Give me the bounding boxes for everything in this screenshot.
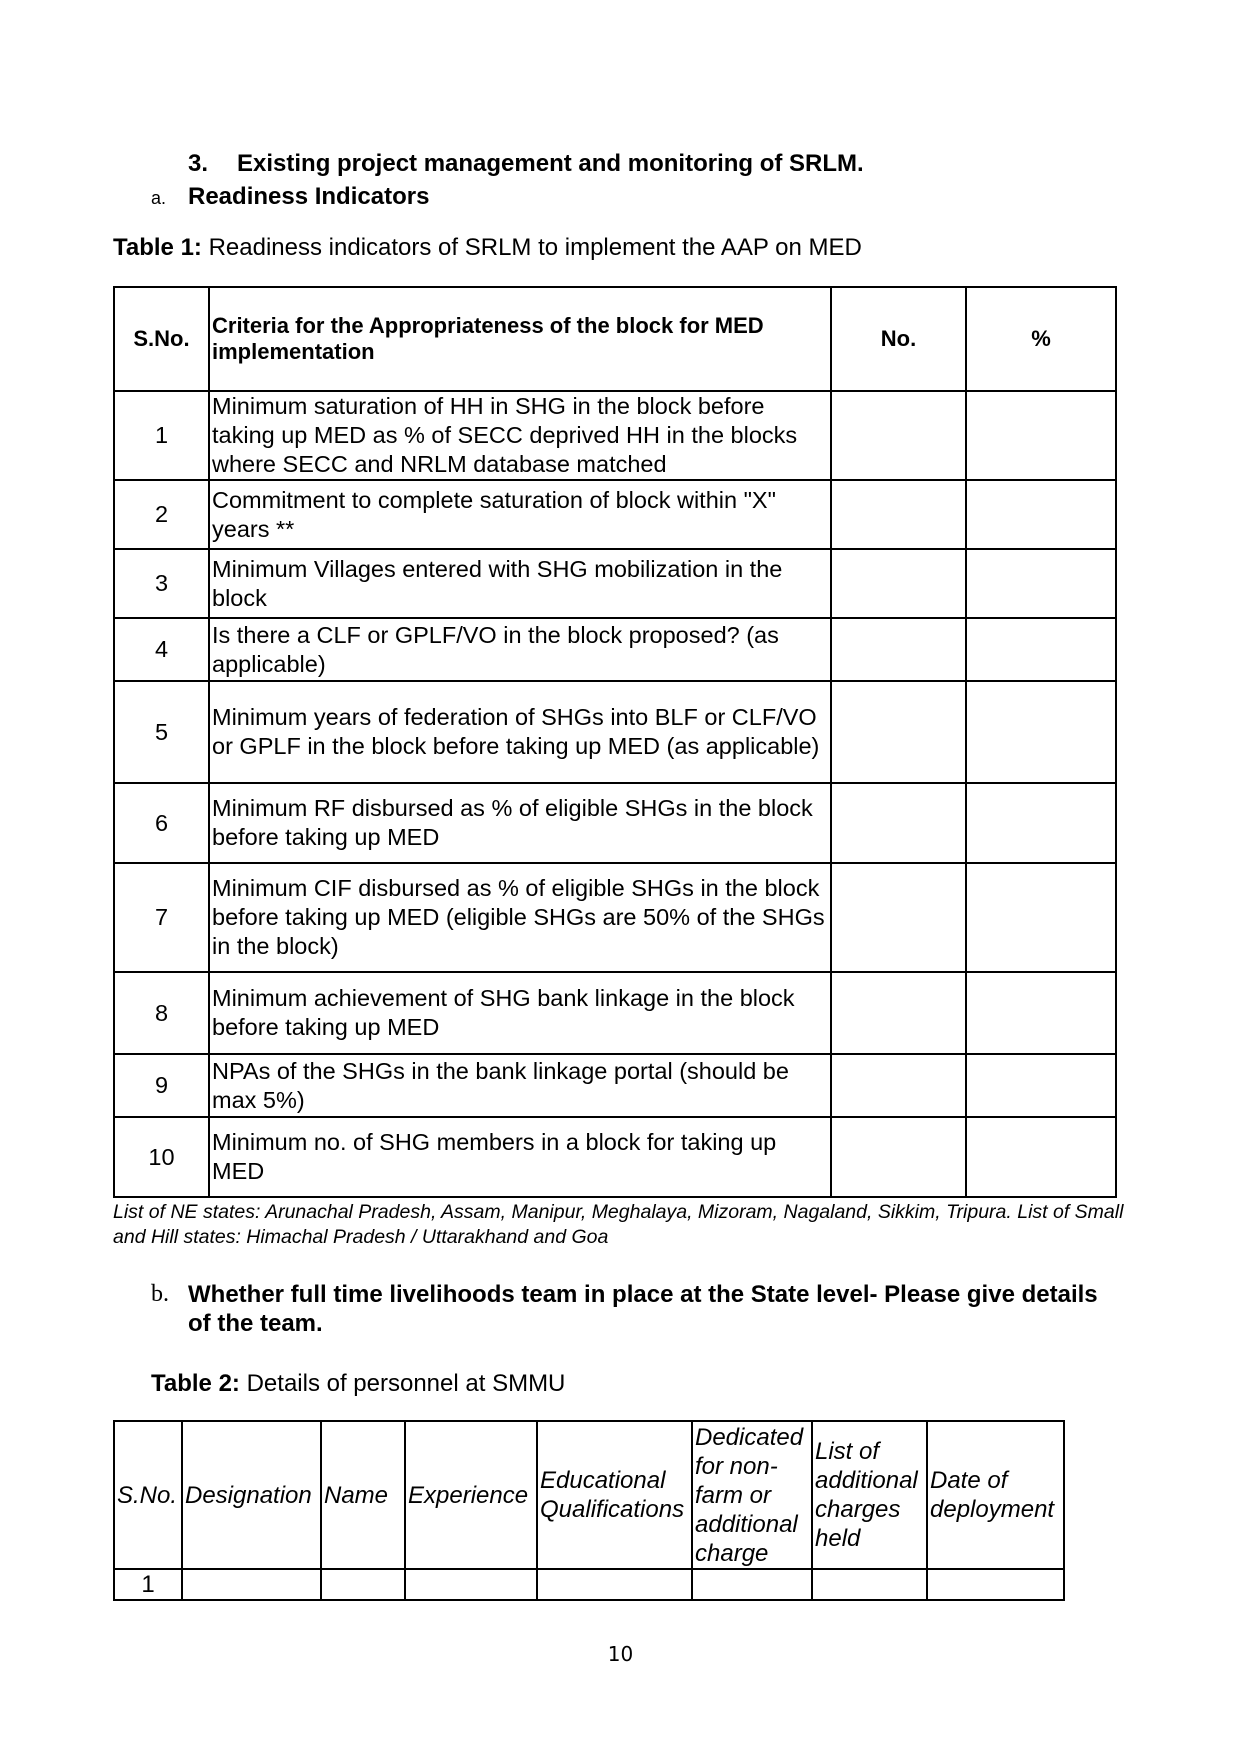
table2-header-charges: List of additional charges held [812, 1421, 927, 1569]
row-name-cell[interactable] [321, 1569, 405, 1600]
row-sno: 1 [114, 391, 209, 480]
row-criteria: Minimum achievement of SHG bank linkage in the block before taking up MED [209, 972, 831, 1054]
row-no-cell[interactable] [831, 1117, 966, 1197]
row-sno: 7 [114, 863, 209, 972]
row-sno: 2 [114, 480, 209, 549]
row-criteria: Minimum saturation of HH in SHG in the block before taking up MED as % of SECC deprived HH in the blocks where SECC and NRLM database matched [209, 391, 831, 480]
row-percent-cell[interactable] [966, 863, 1116, 972]
row-experience-cell[interactable] [405, 1569, 537, 1600]
table2-header-qualifications: Educational Qualifications [537, 1421, 692, 1569]
table2-header-row [114, 1421, 1064, 1569]
row-sno: 9 [114, 1054, 209, 1117]
row-no-cell[interactable] [831, 549, 966, 618]
row-percent-cell[interactable] [966, 972, 1116, 1054]
smmu-personnel-table [113, 1420, 1065, 1601]
row-criteria: Minimum years of federation of SHGs into BLF or CLF/VO or GPLF in the block before taking up MED (as applicable) [209, 681, 831, 783]
row-sno: 1 [114, 1569, 182, 1600]
subheading-a [151, 183, 429, 211]
subheading-a-title: Readiness Indicators [188, 183, 430, 210]
table-row [114, 1569, 1064, 1600]
row-criteria: NPAs of the SHGs in the bank linkage portal (should be max 5%) [209, 1054, 831, 1117]
row-qualifications-cell[interactable] [537, 1569, 692, 1600]
row-no-cell[interactable] [831, 681, 966, 783]
row-deployment-cell[interactable] [927, 1569, 1064, 1600]
page-number: 10 [607, 1642, 634, 1666]
table-row [114, 1054, 1116, 1117]
row-charges-cell[interactable] [812, 1569, 927, 1600]
table-row [114, 391, 1116, 480]
table2-header-sno: S.No. [114, 1421, 182, 1569]
table1-header-no: No. [831, 287, 966, 391]
row-percent-cell[interactable] [966, 391, 1116, 480]
row-sno: 5 [114, 681, 209, 783]
subheading-b-title: Whether full time livelihoods team in place at the State level- Please give details of the team. [188, 1281, 1098, 1337]
table2-caption-label: Table 2: [151, 1370, 240, 1397]
row-no-cell[interactable] [831, 391, 966, 480]
table1-caption-label: Table 1: [113, 234, 202, 261]
table2-header-deployment: Date of deployment [927, 1421, 1064, 1569]
table-row [114, 480, 1116, 549]
subheading-a-letter: a. [151, 188, 167, 208]
table-row [114, 783, 1116, 863]
row-percent-cell[interactable] [966, 1054, 1116, 1117]
row-sno: 10 [114, 1117, 209, 1197]
row-percent-cell[interactable] [966, 681, 1116, 783]
table2-header-designation: Designation [182, 1421, 321, 1569]
row-percent-cell[interactable] [966, 1117, 1116, 1197]
row-no-cell[interactable] [831, 972, 966, 1054]
row-sno: 6 [114, 783, 209, 863]
table1-caption [113, 234, 862, 262]
section-number: 3. [188, 150, 209, 177]
section-heading [188, 150, 864, 178]
row-no-cell[interactable] [831, 618, 966, 681]
table1-header-sno: S.No. [114, 287, 209, 391]
row-criteria: Minimum CIF disbursed as % of eligible SHGs in the block before taking up MED (eligible SHGs are 50% of the SHGs in the block) [209, 863, 831, 972]
row-sno: 3 [114, 549, 209, 618]
readiness-indicators-table [113, 286, 1117, 1198]
table2-header-name: Name [321, 1421, 405, 1569]
row-no-cell[interactable] [831, 863, 966, 972]
row-criteria: Minimum Villages entered with SHG mobilization in the block [209, 549, 831, 618]
row-percent-cell[interactable] [966, 618, 1116, 681]
row-percent-cell[interactable] [966, 480, 1116, 549]
table2-header-dedicated: Dedicated for non-farm or additional charge [692, 1421, 812, 1569]
table1-header-percent: % [966, 287, 1116, 391]
table-row [114, 972, 1116, 1054]
row-no-cell[interactable] [831, 1054, 966, 1117]
table1-caption-text: Readiness indicators of SRLM to implement the AAP on MED [201, 234, 862, 261]
table-row [114, 1117, 1116, 1197]
row-no-cell[interactable] [831, 783, 966, 863]
row-dedicated-cell[interactable] [692, 1569, 812, 1600]
row-sno: 4 [114, 618, 209, 681]
row-criteria: Is there a CLF or GPLF/VO in the block proposed? (as applicable) [209, 618, 831, 681]
table2-caption-text: Details of personnel at SMMU [239, 1370, 566, 1397]
table2-header-experience: Experience [405, 1421, 537, 1569]
table2-caption [151, 1370, 565, 1398]
row-criteria: Minimum RF disbursed as % of eligible SHGs in the block before taking up MED [209, 783, 831, 863]
row-no-cell[interactable] [831, 480, 966, 549]
subheading-b [151, 1280, 1101, 1338]
table1-header-row [114, 287, 1116, 391]
row-criteria: Minimum no. of SHG members in a block for taking up MED [209, 1117, 831, 1197]
table-row [114, 618, 1116, 681]
row-sno: 8 [114, 972, 209, 1054]
table1-footnote: List of NE states: Arunachal Pradesh, Assam, Manipur, Meghalaya, Mizoram, Nagaland, Sikkim, Tripura. List of Small and Hill states: Himachal Pradesh / Uttarakhand and Goa [113, 1201, 1124, 1248]
table-row [114, 549, 1116, 618]
table-row [114, 681, 1116, 783]
table1-header-criteria: Criteria for the Appropriateness of the block for MED implementation [209, 287, 831, 391]
row-percent-cell[interactable] [966, 549, 1116, 618]
row-criteria: Commitment to complete saturation of block within "X" years ** [209, 480, 831, 549]
subheading-b-letter: b. [151, 1281, 169, 1307]
table-row [114, 863, 1116, 972]
row-designation-cell[interactable] [182, 1569, 321, 1600]
section-title: Existing project management and monitoring of SRLM. [237, 150, 864, 177]
row-percent-cell[interactable] [966, 783, 1116, 863]
